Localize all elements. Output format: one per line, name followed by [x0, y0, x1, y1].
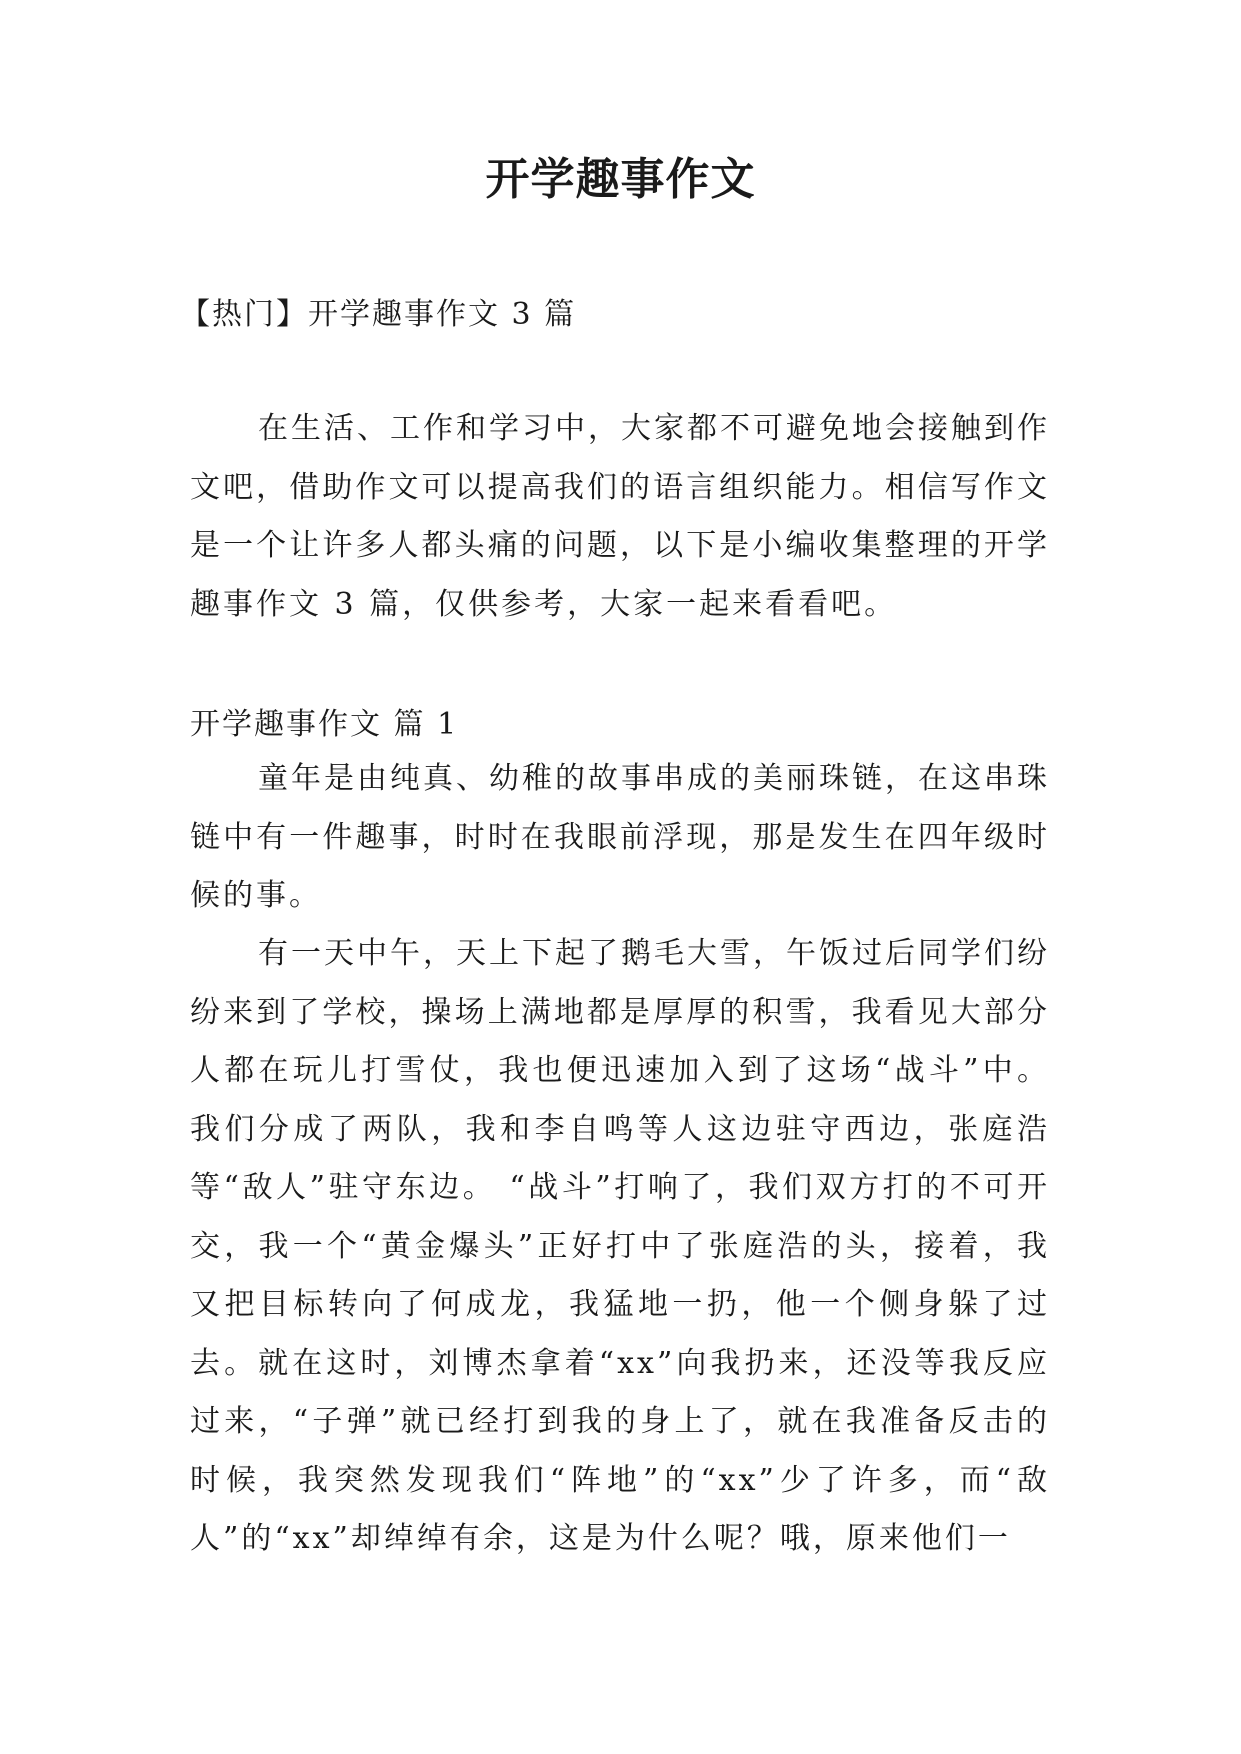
section-heading: 开学趣事作文 篇 1 — [190, 707, 459, 742]
document-subtitle: 【热门】开学趣事作文 3 篇 — [180, 297, 577, 332]
document-title: 开学趣事作文 — [485, 154, 756, 205]
body-paragraph: 有一天中午，天上下起了鹅毛大雪，午饭过后同学们纷纷来到了学校，操场上满地都是厚厚的积雪，我看见大部分人都在玩儿打雪仗，我也便迅速加入到了这场“战斗”中。我们分成了两队，我和李自鸣等人这边驻守西边，张庭浩等“敌人”驻守东边。 “战斗”打响了，我们双方打的不可开交，我一个“黄金爆头”正好打中了张庭浩的头，接着，我又把目标转向了何成龙，我猛地一扔，他一个侧身躲了过去。就在这时，刘博杰拿着“xx”向我扔来，还没等我反应过来，“子弹”就已经打到我的身上了，就在我准备反击的时候，我突然发现我们“阵地”的“xx”少了许多，而“敌人”的“xx”却绰绰有余，这是为什么呢？哦，原来他们一 — [190, 936, 1050, 1556]
intro-paragraph: 在生活、工作和学习中，大家都不可避免地会接触到作文吧，借助作文可以提高我们的语言组织能力。相信写作文是一个让许多人都头痛的问题，以下是小编收集整理的开学趣事作文 3 篇，仅供参考，大家一起来看看吧。 — [190, 411, 1050, 622]
body-paragraph: 童年是由纯真、幼稚的故事串成的美丽珠链，在这串珠链中有一件趣事，时时在我眼前浮现，那是发生在四年级时候的事。 — [190, 761, 1050, 913]
